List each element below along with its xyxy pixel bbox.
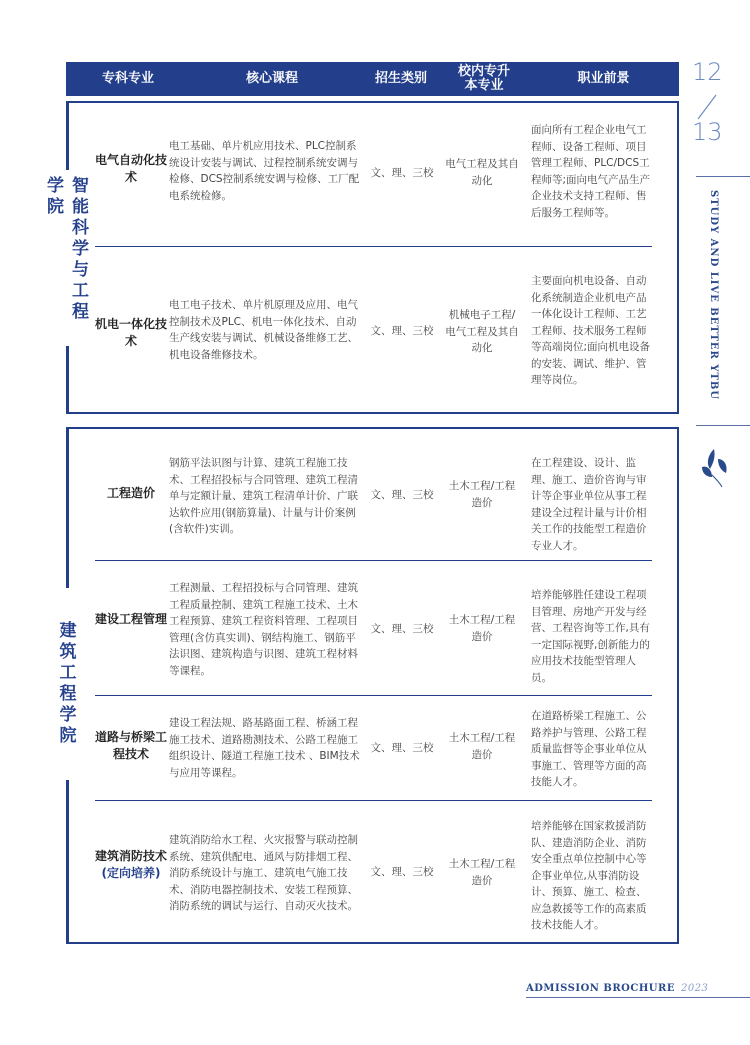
- career-prospect: 在工程建设、设计、监理、施工、造价咨询与审计等企事业单位从事工程建设全过程计量与计价相关工作的技能型工程造价专业人才。: [531, 457, 647, 552]
- career-prospect: 面向所有工程企业电气工程师、设备工程师、项目管理工程师、PLC/DCS工程师等;面向电气产品生产企业技术支持工程师、售后服务工程师等。: [531, 124, 651, 219]
- major-name: [95, 848, 167, 882]
- upgrade-major: 土木工程/工程造价: [448, 858, 516, 887]
- side-rule-bottom: [696, 425, 750, 426]
- major-name-text: 建筑消防技术: [95, 849, 168, 863]
- row-separator: [95, 800, 652, 801]
- upgrade-major: 土木工程/工程造价: [448, 480, 516, 509]
- side-rule-top: [696, 176, 750, 177]
- footer: [526, 983, 708, 994]
- page-number-right: 13: [692, 118, 723, 146]
- footer-brand: ADMISSION BROCHURE: [526, 983, 675, 994]
- major-name: 电气自动化技术: [95, 153, 168, 184]
- header-major: 专科专业: [101, 71, 154, 86]
- core-courses: 建设工程法规、路基路面工程、桥涵工程施工技术、道路勘测技术、公路工程施工组织设计、隧道工程施工技术 、BIM技术与应用等课程。: [169, 717, 360, 779]
- page-number-left: 12: [692, 58, 723, 86]
- header-upgrade: 校内专升本专业: [457, 64, 510, 93]
- college-title-1: 智能科学与工程学院: [54, 170, 78, 346]
- enroll-category: 文、理、三校: [370, 489, 434, 501]
- core-courses: 钢筋平法识图与计算、建筑工程施工技术、工程招投标与合同管理、建筑工程清单与定额计量、建筑工程清单计价、广联达软件应用(钢筋算量)、计量与计价案例(含软件)实训。: [169, 457, 358, 535]
- upgrade-major: 土木工程/工程造价: [448, 614, 516, 643]
- core-courses: 电工电子技术、单片机原理及应用、电气控制技术及PLC、机电一体化技术、自动生产线安装与调试、机械设备维修工艺、机电设备维修技术。: [169, 299, 358, 361]
- major-name: 机电一体化技术: [95, 317, 168, 348]
- core-courses: 建筑消防给水工程、火灾报警与联动控制系统、建筑供配电、通风与防排烟工程、消防系统设计与施工、建筑电气施工技术、消防电器控制技术、安装工程预算、消防系统的调试与运行、自动灭火技术。: [169, 834, 358, 912]
- header-category: 招生类别: [374, 71, 427, 86]
- row-separator: [95, 560, 652, 561]
- career-prospect: 主要面向机电设备、自动化系统制造企业机电产品一体化设计工程师、工艺工程师、技术服务工程师等高端岗位;面向机电设备的安装、调试、维护、管理等岗位。: [531, 275, 651, 386]
- career-prospect: 培养能够胜任建设工程项目管理、房地产开发与经营、工程咨询等工作,具有一定国际视野,创新能力的应用技术技能型管理人员。: [531, 589, 650, 684]
- major-name: 道路与桥梁工程技术: [95, 730, 168, 761]
- upgrade-major: 土木工程/工程造价: [448, 732, 516, 761]
- major-name: 工程造价: [106, 486, 155, 500]
- leaf-icon: [698, 445, 730, 493]
- upgrade-major: 电气工程及其自动化: [445, 158, 519, 187]
- footer-rule: [526, 997, 750, 998]
- enroll-category: 文、理、三校: [370, 167, 434, 179]
- row-separator: [95, 246, 652, 247]
- side-slogan: STUDY AND LIVE BETTER YTBU: [708, 190, 719, 401]
- upgrade-major: 机械电子工程/电气工程及其自动化: [445, 309, 519, 354]
- table-header: [66, 62, 679, 96]
- footer-year: 2023: [680, 983, 709, 994]
- major-name: 建设工程管理: [95, 612, 168, 626]
- college-title-2: 建筑工程学院: [54, 588, 78, 780]
- core-courses: 电工基础、单片机应用技术、PLC控制系统设计安装与调试、过程控制系统安调与检修、DCS控制系统安调与检修、工厂配电系统检修。: [169, 140, 360, 202]
- major-note: (定向培养): [101, 866, 161, 880]
- core-courses: 工程测量、工程招投标与合同管理、建筑工程质量控制、建筑工程施工技术、土木工程预算、建筑工程资料管理、工程项目管理(含仿真实训)、钢结构施工、钢筋平法识图、建筑构造与识图、建筑工程材料等课程。: [169, 582, 358, 677]
- enroll-category: 文、理、三校: [370, 623, 434, 635]
- header-course: 核心课程: [245, 71, 298, 86]
- enroll-category: 文、理、三校: [370, 325, 434, 337]
- row-separator: [95, 695, 652, 696]
- career-prospect: 培养能够在国家救援消防队、建造消防企业、消防安全重点单位控制中心等企事业单位,从事消防设计、预算、施工、检查、应急救援等工作的高素质技术技能人才。: [531, 820, 647, 931]
- career-prospect: 在道路桥梁工程施工、公路养护与管理、公路工程质量监督等企事业单位从事施工、管理等方面的高技能人才。: [531, 710, 647, 788]
- header-career: 职业前景: [577, 71, 630, 86]
- slash-divider: [696, 94, 718, 120]
- enroll-category: 文、理、三校: [370, 742, 434, 754]
- enroll-category: 文、理、三校: [370, 866, 434, 878]
